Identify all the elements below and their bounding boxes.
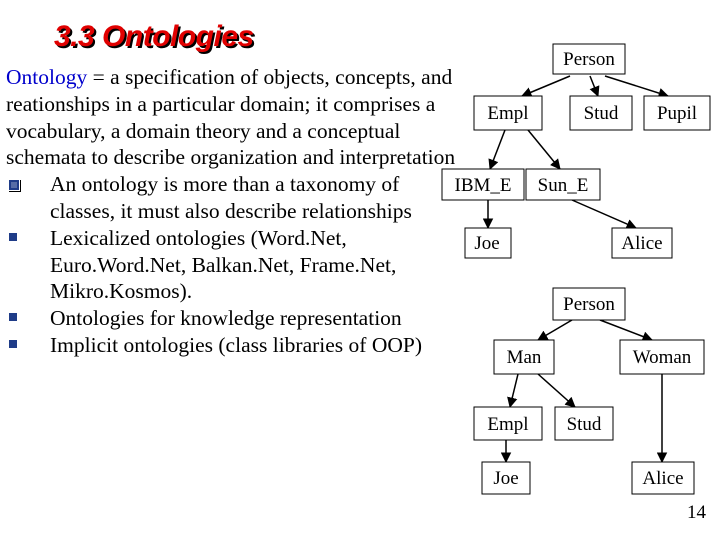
slide-title: 3.3 Ontologies — [54, 20, 254, 53]
edge-empl-ibm — [490, 130, 505, 169]
node-alice — [612, 228, 672, 258]
node-joe — [465, 228, 511, 258]
node-label: Stud — [566, 414, 602, 435]
node-label: IBM_E — [454, 175, 512, 196]
node-empl-2 — [474, 407, 542, 440]
definition-term: Ontology — [6, 65, 88, 89]
node-label: Alice — [642, 468, 684, 489]
node-label: Pupil — [656, 103, 698, 124]
bullet-text: An ontology is more than a taxonomy of classes, it must also describe relationships — [50, 172, 412, 223]
node-label: Joe — [474, 233, 500, 254]
node-label: Man — [506, 347, 542, 368]
node-label: Sun_E — [537, 175, 589, 196]
node-stud-2 — [555, 407, 613, 440]
node-label: Person — [563, 49, 615, 70]
definition-text: = a specification of objects, concepts, and reationships in a particular domain; it comprises a vocabulary, a domain theory and a conceptual schemata to describe organization and interpretation — [6, 65, 456, 170]
node-person — [553, 44, 625, 74]
node-sun-e — [526, 169, 600, 200]
node-person-2 — [553, 288, 625, 320]
edge-person-stud — [590, 76, 598, 96]
node-man — [494, 340, 554, 374]
edge-man-stud — [538, 374, 575, 407]
node-label: Stud — [583, 103, 619, 124]
edge-empl-sun — [528, 130, 560, 169]
node-empl — [474, 96, 542, 130]
node-label: Empl — [487, 414, 529, 435]
node-joe-2 — [482, 462, 530, 494]
node-label: Alice — [621, 233, 663, 254]
edge-sun-alice — [572, 200, 636, 228]
edge-person-pupil — [605, 76, 668, 96]
edge-man-empl — [510, 374, 518, 407]
node-label: Person — [563, 294, 615, 315]
edge-person-woman — [600, 320, 652, 340]
bullet-text: Ontologies for knowledge representation — [50, 306, 402, 331]
bullet-text: Implicit ontologies (class libraries of OOP) — [50, 332, 422, 357]
node-pupil — [644, 96, 710, 130]
node-label: Empl — [487, 103, 529, 124]
node-stud — [570, 96, 632, 130]
bullet-text: Lexicalized ontologies (Word.Net, Euro.Word.Net, Balkan.Net, Frame.Net, Mikro.Kosmos). — [50, 225, 397, 304]
node-alice-2 — [632, 462, 694, 494]
edge-person-empl — [522, 76, 570, 96]
node-woman — [620, 340, 704, 374]
node-ibm-e — [442, 169, 524, 200]
node-label: Joe — [493, 468, 519, 489]
edge-person-man — [538, 320, 572, 340]
node-label: Woman — [632, 347, 692, 368]
page-number: 14 — [687, 502, 706, 523]
